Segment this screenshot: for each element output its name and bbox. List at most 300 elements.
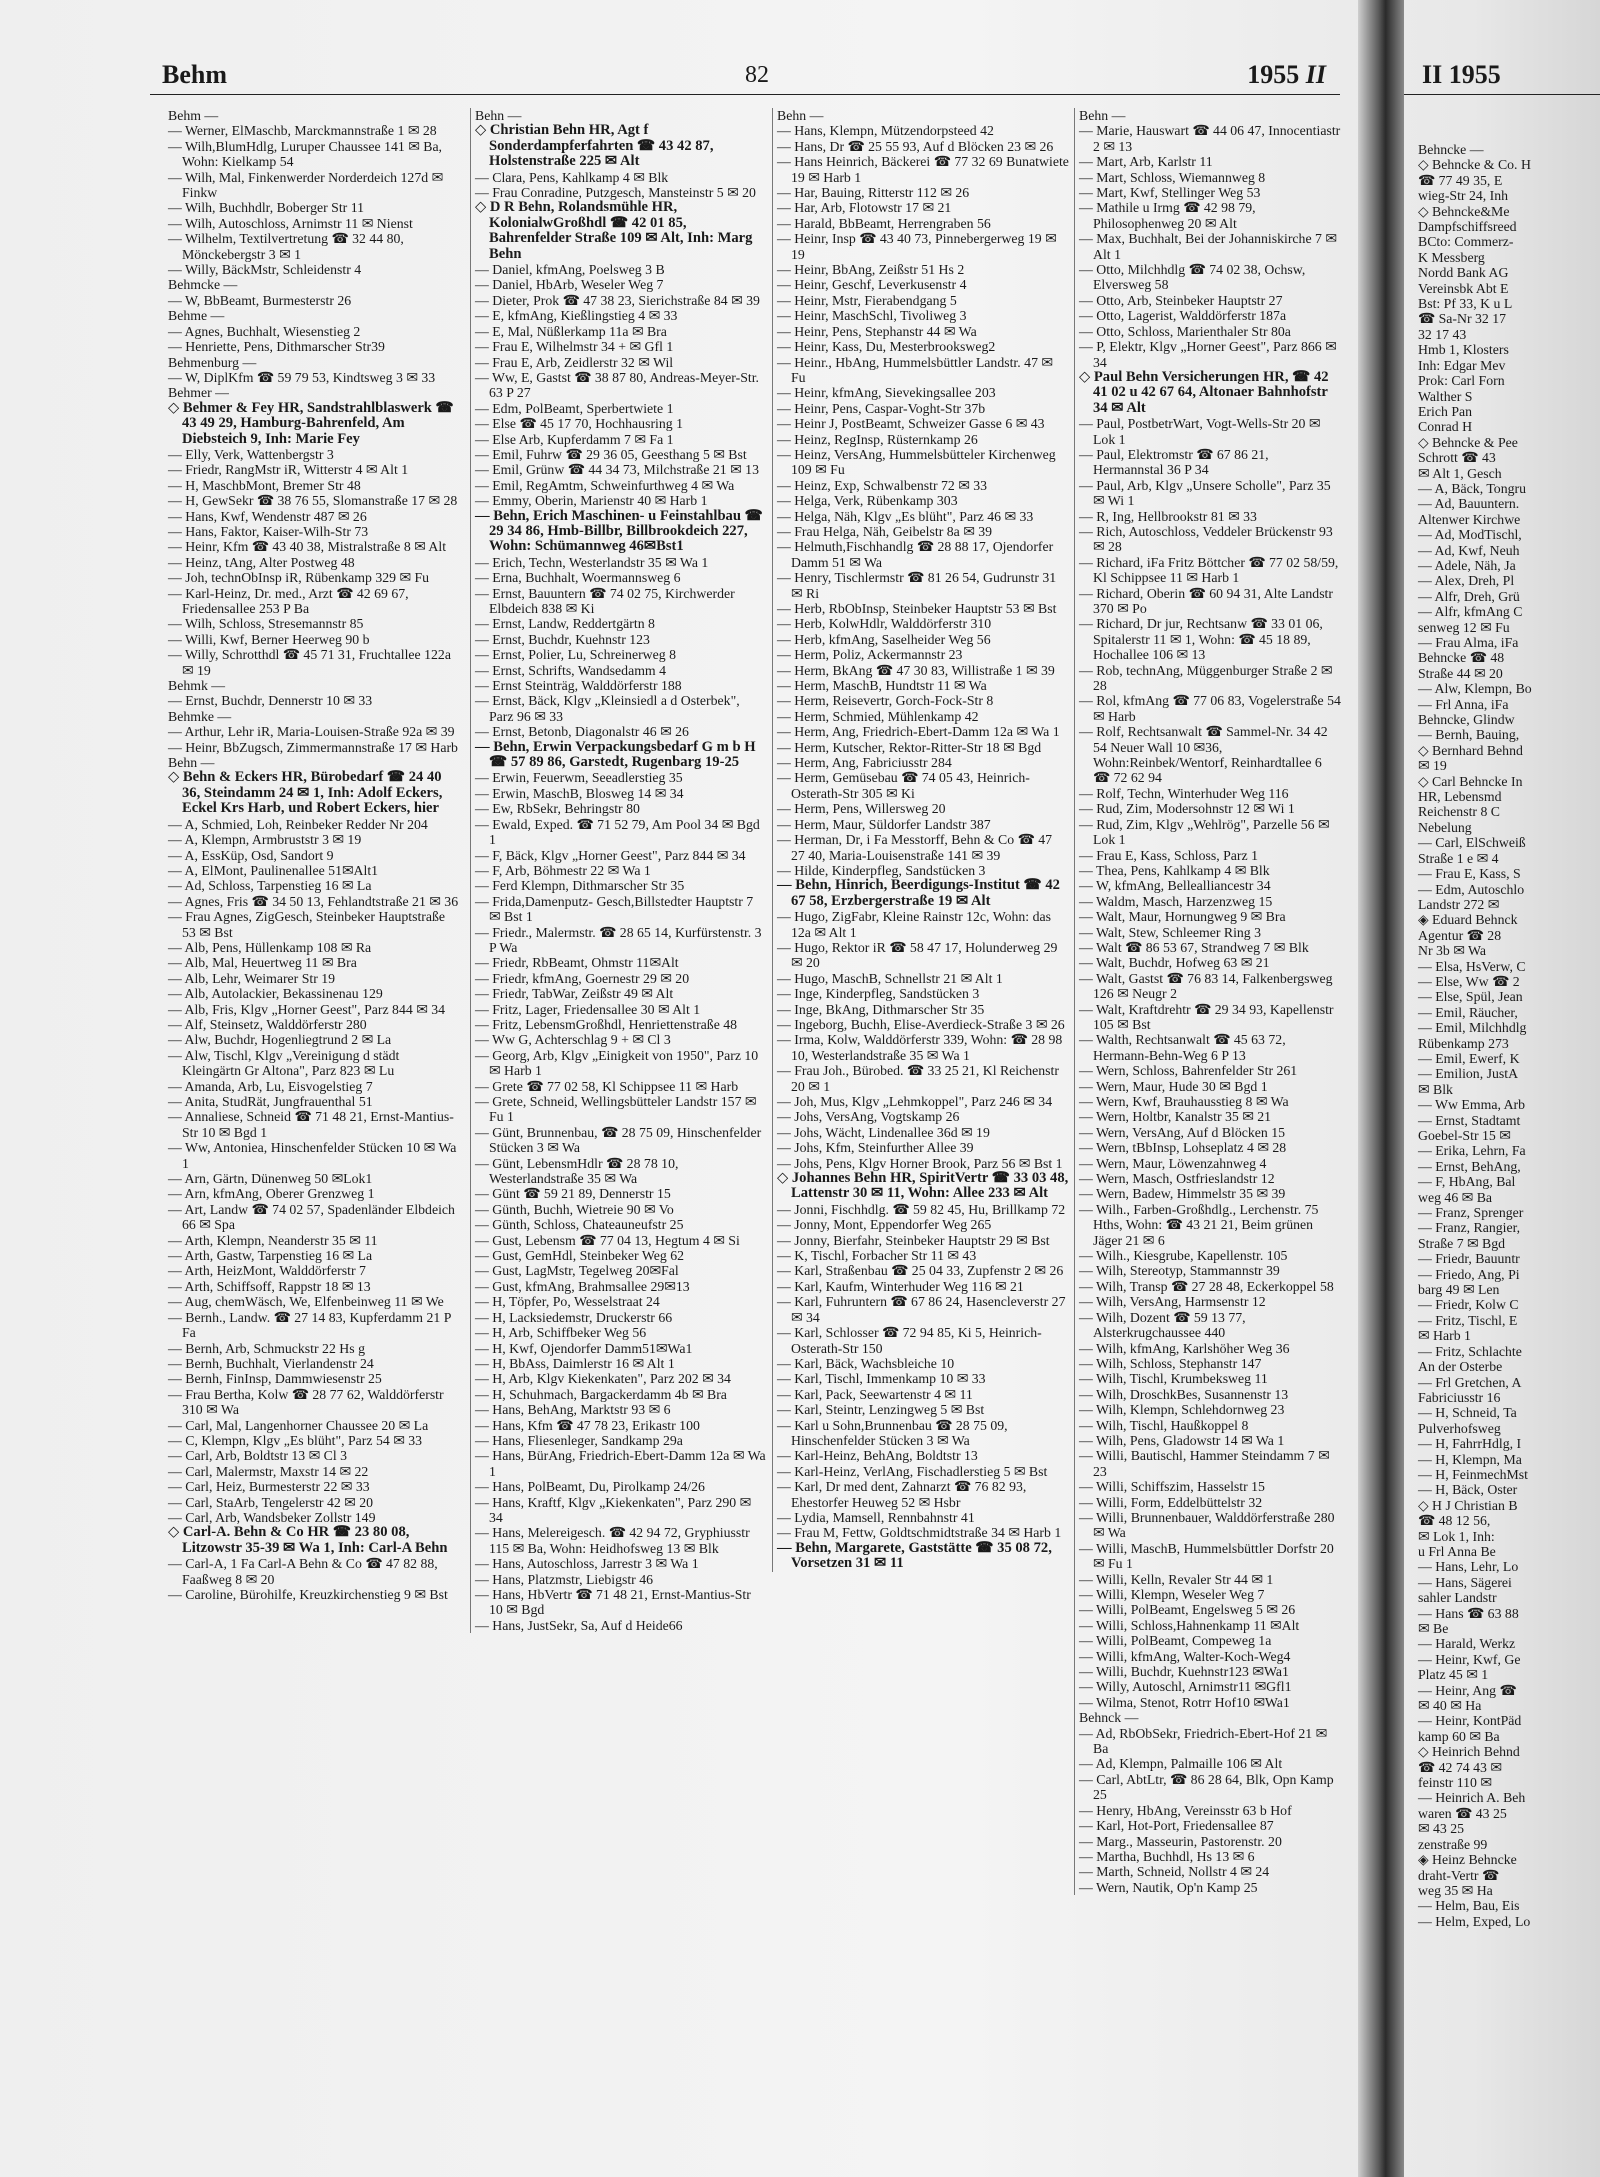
directory-entry: — Richard, Dr jur, Rechtsanw ☎ 33 01 06, Spitalerstr 11 ✉ 1, Wohn: ☎ 45 18 89, Hochallee 106 ✉ 13	[1079, 616, 1323, 663]
directory-entry: — Jonni, Fischhdlg. ☎ 59 82 45, Hu, Brillkamp 72	[777, 1201, 1066, 1217]
directory-entry: — Arn, Gärtn, Dünenweg 50 ✉Lok1	[168, 1171, 373, 1187]
directory-entry: — Wilh, Tischl, Haußkoppel 8	[1079, 1417, 1249, 1433]
directory-entry: — Carl, StaArb, Tengelerstr 42 ✉ 20	[168, 1494, 373, 1510]
directory-entry: — Hans, Fliesenleger, Sandkamp 29a	[475, 1432, 683, 1448]
directory-entry: — Rud, Zim, Klgv „Wehlrög", Parzelle 56 ✉ Lok 1	[1079, 816, 1330, 848]
directory-entry: ◇ Paul Behn Versicherungen HR, ☎ 42 41 02 u 42 67 64, Altonaer Bahnhofstr 34 ✉ Alt	[1079, 368, 1329, 416]
directory-entry: — Wilh, Schloss, Stresemannstr 85	[168, 616, 364, 632]
directory-entry: weg 35 ✉ Ha	[1418, 1882, 1493, 1898]
directory-entry: — Friedr, TabWar, Zeißstr 49 ✉ Alt	[475, 986, 674, 1002]
directory-entry: — Hugo, ZigFabr, Kleine Rainstr 12c, Wohn: das 12a ✉ Alt 1	[777, 909, 1051, 940]
directory-entry: — Johs, VersAng, Vogtskamp 26	[777, 1109, 960, 1125]
directory-entry: — Willi, Buchdr, Kuehnstr123 ✉Wa1	[1079, 1664, 1289, 1680]
directory-entry: — Karl-Heinz, Dr. med., Arzt ☎ 42 69 67, Friedensallee 253 P Ba	[168, 585, 409, 616]
directory-entry: — Wilh, Mal, Finkenwerder Norderdeich 127d ✉ Finkw	[168, 169, 444, 201]
directory-entry: — Otto, Milchhdlg ☎ 74 02 38, Ochsw, Elversweg 58	[1079, 262, 1306, 293]
directory-entry: — Heinz, Exp, Schwalbenstr 72 ✉ 33	[777, 477, 988, 493]
directory-entry: — Elsa, HsVerw, C	[1418, 958, 1526, 974]
directory-entry: u Frl Anna Be	[1418, 1543, 1496, 1559]
year: 1955	[1247, 60, 1300, 89]
directory-entry: — Arth, Klempn, Neanderstr 35 ✉ 11	[168, 1232, 378, 1248]
directory-entry: BCto: Commerz-	[1418, 234, 1514, 250]
directory-entry: ✉ Alt 1, Gesch	[1418, 465, 1502, 481]
directory-entry: ◇ Carl-A. Behn & Co HR ☎ 23 80 08, Litzowstr 35-39 ✉ Wa 1, Inh: Carl-A Behn	[168, 1524, 448, 1556]
directory-entry: — Mart, Kwf, Stellinger Weg 53	[1079, 185, 1261, 201]
directory-entry: — Emil, Grünw ☎ 44 34 73, Milchstraße 21 ✉ 13	[475, 462, 759, 478]
directory-entry: Behn —	[475, 108, 522, 123]
directory-entry: — Frau Agnes, ZigGesch, Steinbeker Hauptstraße 53 ✉ Bst	[168, 909, 446, 940]
directory-entry: — Wilh, Pens, Gladowstr 14 ✉ Wa 1	[1079, 1432, 1285, 1448]
directory-entry: — Bernh, FinInsp, Dammwiesenstr 25	[168, 1371, 382, 1387]
directory-entry: — Walt, Gastst ☎ 76 83 14, Falkenbergsweg 126 ✉ Neugr 2	[1079, 970, 1333, 1002]
directory-entry: — Harald, BbBeamt, Herrengraben 56	[777, 215, 991, 231]
directory-entry: — Alb, Mal, Heuertweg 11 ✉ Bra	[168, 955, 357, 971]
directory-entry: Erich Pan	[1418, 403, 1473, 419]
directory-entry: — Frl Anna, iFa	[1418, 696, 1509, 712]
directory-entry: — Willi, Schiffszim, Hasselstr 15	[1079, 1479, 1265, 1495]
directory-entry: — Alb, Pens, Hüllenkamp 108 ✉ Ra	[168, 939, 372, 955]
directory-entry: — Karl, Hot-Port, Friedensallee 87	[1079, 1818, 1274, 1834]
directory-entry: — Wilh, Schloss, Stephanstr 147	[1079, 1355, 1262, 1371]
directory-entry: — Heinr, Ang ☎	[1418, 1682, 1517, 1698]
directory-entry: — Ernst Steinträg, Walddörferstr 188	[475, 678, 682, 694]
directory-entry: — Frau E, Kass, S	[1418, 866, 1521, 882]
directory-entry: Behmk —	[168, 678, 226, 694]
directory-entry: — Bernh., Landw. ☎ 27 14 83, Kupferdamm 21 P Fa	[168, 1309, 451, 1341]
directory-entry: — Willi, Brunnenbauer, Walddörferstraße 280 ✉ Wa	[1079, 1509, 1335, 1541]
directory-entry: — Hans, Kraftf, Klgv „Kiekenkaten", Parz 290 ✉ 34	[475, 1494, 752, 1525]
directory-entry: ✉ 43 25	[1418, 1821, 1465, 1837]
directory-entry: — Günt ☎ 59 21 89, Dennerstr 15	[475, 1186, 671, 1202]
directory-entry: — Emil, Fuhrw ☎ 29 36 05, Geesthang 5 ✉ Bst	[475, 446, 747, 462]
directory-entry: — Paul, Elektromstr ☎ 67 86 21, Hermannstal 36 P 34	[1079, 446, 1269, 478]
directory-entry: — Ernst, BehAng,	[1418, 1158, 1521, 1174]
directory-entry: — Alf, Steinsetz, Walddörferstr 280	[168, 1016, 367, 1032]
directory-entry: — Heinr, Pens, Caspar-Voght-Str 37b	[777, 400, 986, 416]
directory-entry: — Wilhelm, Textilvertretung ☎ 32 44 80, Mönckebergstr 3 ✉ 1	[168, 231, 404, 262]
directory-entry: — Wilh, VersAng, Harmsenstr 12	[1079, 1294, 1266, 1310]
directory-entry: — Karl, Dr med dent, Zahnarzt ☎ 76 82 93, Ehestorfer Heuweg 52 ✉ Hsbr	[777, 1479, 1027, 1510]
directory-entry: — Wern, Masch, Ostfrieslandstr 12	[1079, 1171, 1275, 1187]
directory-entry: — Herm, Reisevertr, Gorch-Fock-Str 8	[777, 693, 994, 709]
directory-entry: — Friedr, Bauuntr	[1418, 1251, 1520, 1267]
directory-entry: — Walt, Buchdr, Hofweg 63 ✉ 21	[1079, 955, 1270, 971]
directory-entry: — Ww, Antoniea, Hinschenfelder Stücken 10 ✉ Wa 1	[168, 1140, 457, 1171]
directory-entry: — Gust, LagMstr, Tegelweg 20✉Fal	[475, 1263, 679, 1279]
directory-entry: — Edm, Autoschlo	[1418, 881, 1525, 897]
directory-entry: — H, Lacksiedemstr, Druckerstr 66	[475, 1309, 673, 1325]
directory-entry: — Alb, Lehr, Weimarer Str 19	[168, 970, 336, 986]
directory-entry: — Ww G, Achterschlag 9 + ✉ Cl 3	[475, 1032, 671, 1048]
directory-entry: Dampfschiffsreed	[1418, 219, 1517, 235]
directory-entry: — Alw, Buchdr, Hogenliegtrund 2 ✉ La	[168, 1032, 392, 1048]
directory-entry: ◇ Heinrich Behnd	[1418, 1744, 1520, 1760]
directory-entry: — Willi, Schloss,Hahnenkamp 11 ✉Alt	[1079, 1617, 1300, 1633]
directory-entry: — A, ElMont, Paulinenallee 51✉Alt1	[168, 862, 379, 878]
directory-entry: — Rud, Zim, Modersohnstr 12 ✉ Wi 1	[1079, 801, 1295, 817]
directory-entry: — Herman, Dr, i Fa Messtorff, Behn & Co ☎ 47 27 40, Maria-Louisenstraße 141 ✉ 39	[777, 832, 1053, 863]
directory-entry: — Wern, Badew, Himmelstr 35 ✉ 39	[1079, 1186, 1286, 1202]
directory-entry: Behmenburg —	[168, 354, 257, 370]
directory-entry: — Herm, Maur, Süldorfer Landstr 387	[777, 816, 991, 832]
directory-entry: — Georg, Arb, Klgv „Einigkeit von 1950", Parz 10 ✉ Harb 1	[475, 1047, 759, 1079]
directory-entry: sahler Landstr	[1418, 1590, 1497, 1606]
directory-entry: ◇ Carl Behncke In	[1418, 773, 1523, 789]
directory-entry: — Karl, Kaufm, Winterhuder Weg 116 ✉ 21	[777, 1278, 1024, 1294]
directory-entry: — Jonny, Mont, Eppendorfer Weg 265	[777, 1217, 992, 1233]
directory-entry: — Henry, HbAng, Vereinsstr 63 b Hof	[1079, 1802, 1292, 1818]
directory-entry: — Karl, Tischl, Immenkamp 10 ✉ 33	[777, 1371, 986, 1387]
directory-entry: — Heinr, BbZugsch, Zimmermannstraße 17 ✉ Harb	[168, 739, 458, 755]
directory-entry: — Günth, Buchh, Wietreie 90 ✉ Vo	[475, 1201, 674, 1217]
directory-entry: — Emil, Milchhdlg	[1418, 1020, 1527, 1036]
directory-entry: Reichenstr 8 C	[1418, 804, 1500, 820]
directory-entry: — Herm, Kutscher, Rektor-Ritter-Str 18 ✉ Bgd	[777, 739, 1042, 755]
directory-entry: — Behn, Erwin Verpackungsbedarf G m b H ☎ 57 89 86, Garstedt, Rugenbarg 19-25	[475, 738, 756, 771]
directory-entry: — Heinr J, PostBeamt, Schweizer Gasse 6 ✉ 43	[777, 416, 1045, 432]
directory-entry: — Heinr, Kwf, Ge	[1418, 1651, 1521, 1667]
directory-entry: — Wilh, Transp ☎ 27 28 48, Eckerkoppel 58	[1079, 1278, 1334, 1294]
directory-entry: — Grete ☎ 77 02 58, Kl Schippsee 11 ✉ Harb	[475, 1078, 739, 1094]
directory-entry: — Emil, Räucher,	[1418, 1004, 1518, 1020]
directory-entry: — Emmy, Oberin, Marienstr 40 ✉ Harb 1	[475, 493, 708, 509]
directory-entry: — Karl-Heinz, VerlAng, Fischadlerstieg 5 ✉ Bst	[777, 1463, 1048, 1479]
right-page	[1404, 60, 1600, 2170]
directory-entry: Nr 3b ✉ Wa	[1418, 943, 1487, 959]
directory-entry: — Frau E, Wilhelmstr 34 + ✉ Gfl 1	[475, 339, 674, 355]
directory-entry: — Wilh, Dozent ☎ 59 13 77, Alsterkrugchaussee 440	[1079, 1309, 1246, 1341]
directory-entry: — Else ☎ 45 17 70, Hochhausring 1	[475, 416, 684, 432]
directory-entry: — Willi, Bautischl, Hammer Steindamm 7 ✉ 23	[1079, 1448, 1330, 1479]
directory-entry: — Günt, Brunnenbau, ☎ 28 75 09, Hinschenfelder Stücken 3 ✉ Wa	[475, 1124, 762, 1156]
directory-entry: ✉ Blk	[1418, 1081, 1453, 1097]
directory-entry: — Arth, HeizMont, Walddörferstr 7	[168, 1263, 366, 1279]
directory-entry: — Helmuth,Fischhandlg ☎ 28 88 17, Ojendorfer Damm 51 ✉ Wa	[777, 539, 1054, 570]
directory-entry: — Walth, Rechtsanwalt ☎ 45 63 72, Hermann-Behn-Weg 6 P 13	[1079, 1032, 1286, 1063]
directory-entry: — Wern, Schloss, Bahrenfelder Str 261	[1079, 1063, 1298, 1079]
directory-entry: Landstr 272 ✉	[1418, 896, 1500, 912]
page-number: 82	[745, 62, 769, 88]
directory-entry: — Aug, chemWäsch, We, Elfenbeinweg 11 ✉ We	[168, 1294, 444, 1310]
directory-entry: Behncke —	[1418, 142, 1484, 157]
column-4	[1074, 108, 1341, 1895]
directory-entry: — Mart, Arb, Karlstr 11	[1079, 154, 1213, 170]
directory-entry: Platz 45 ✉ 1	[1418, 1667, 1489, 1683]
directory-entry: — A, Schmied, Loh, Reinbeker Redder Nr 204	[168, 816, 428, 832]
directory-entry: — Emil, RegAmtm, Schweinfurthweg 4 ✉ Wa	[475, 477, 735, 493]
directory-entry: — H, BbAss, Daimlerstr 16 ✉ Alt 1	[475, 1355, 675, 1371]
directory-entry: — Günt, LebensmHdlr ☎ 28 78 10, Westerlandstraße 35 ✉ Wa	[475, 1155, 679, 1187]
directory-entry: — W, kfmAng, Bellealliancestr 34	[1079, 878, 1271, 894]
directory-entry: — Hans, Faktor, Kaiser-Wilh-Str 73	[168, 523, 369, 539]
directory-entry: — Wilh, Tischl, Krumbeksweg 11	[1079, 1371, 1268, 1387]
directory-entry: — A, EssKüp, Osd, Sandort 9	[168, 847, 334, 863]
directory-entry: Nordd Bank AG	[1418, 265, 1509, 281]
directory-entry: — Helga, Näh, Klgv „Es blüht", Parz 46 ✉ 33	[777, 508, 1034, 524]
directory-entry: — Heinr, Kass, Du, Mesterbrooksweg2	[777, 339, 996, 355]
directory-entry: — Arth, Schiffsoff, Rappstr 18 ✉ 13	[168, 1278, 371, 1294]
directory-entry: — Else, Ww ☎ 2	[1418, 973, 1520, 989]
directory-entry: — Erwin, Feuerwm, Seeadlerstieg 35	[475, 770, 683, 786]
directory-entry: Hmb 1, Klosters	[1418, 342, 1509, 358]
directory-entry: ☎ 42 74 43 ✉	[1418, 1759, 1502, 1775]
directory-entry: — Ernst, Buchdr, Kuehnstr 123	[475, 631, 650, 647]
directory-entry: — Ernst, Bäck, Klgv „Kleinsiedl a d Osterbek", Parz 96 ✉ 33	[475, 693, 740, 724]
directory-entry: — Ingeborg, Buchh, Elise-Averdieck-Straße 3 ✉ 26	[777, 1016, 1065, 1032]
directory-entry: — Heinr, KontPäd	[1418, 1713, 1522, 1729]
directory-entry: — Herm, Ang, Fabriciusstr 284	[777, 755, 952, 771]
directory-entry: — H, Töpfer, Po, Wesselstraat 24	[475, 1294, 660, 1310]
directory-entry: Fabriciusstr 16	[1418, 1389, 1501, 1405]
directory-entry: — Wilh, kfmAng, Karlshöher Weg 36	[1079, 1340, 1290, 1356]
directory-entry: — Frau Bertha, Kolw ☎ 28 77 62, Walddörferstr 310 ✉ Wa	[168, 1386, 444, 1418]
directory-entry: — Henry, Tischlermstr ☎ 81 26 54, Gudrunstr 31 ✉ Ri	[777, 570, 1057, 601]
directory-entry: — E, kfmAng, Kießlingstieg 4 ✉ 33	[475, 308, 678, 324]
directory-entry: Agentur ☎ 28	[1418, 927, 1502, 943]
directory-entry: — Fritz, LebensmGroßhdl, Henriettenstraße 48	[475, 1016, 738, 1032]
directory-entry: ◇ D R Behn, Rolandsmühle HR, KolonialwGroßhdl ☎ 42 01 85, Bahrenfelder Straße 109 ✉ Alt, Inh: Marg Behn	[475, 199, 753, 262]
directory-entry: ◇ Behncke & Co. H	[1418, 157, 1531, 173]
directory-entry: — Erich, Techn, Westerlandstr 35 ✉ Wa 1	[475, 554, 709, 570]
directory-entry: ◇ Behmer & Fey HR, Sandstrahlblaswerk ☎ 43 49 29, Hamburg-Bahrenfeld, Am Diebsteich 9, Inh: Marie Fey	[168, 399, 454, 447]
directory-entry: — Rob, technAng, Müggenburger Straße 2 ✉ 28	[1079, 662, 1333, 694]
directory-entry: — Waldm, Masch, Harzenzweg 15	[1079, 893, 1273, 909]
directory-entry: — Wern, Kwf, Brauhausstieg 8 ✉ Wa	[1079, 1094, 1289, 1109]
directory-entry: Behn —	[777, 108, 824, 123]
directory-entry: — Arthur, Lehr iR, Maria-Louisen-Straße 92a ✉ 39	[168, 724, 455, 740]
directory-entry: — Heinrich A. Beh	[1418, 1790, 1526, 1806]
directory-entry: — Mathile u Irmg ☎ 42 98 79, Philosophenweg 20 ✉ Alt	[1079, 200, 1256, 231]
directory-entry: — Frau Alma, iFa	[1418, 635, 1519, 650]
directory-entry: — Werner, ElMaschb, Marckmannstraße 1 ✉ 28	[168, 123, 437, 139]
directory-entry: — Karl u Sohn,Brunnenbau ☎ 28 75 09, Hinschenfelder Stücken 3 ✉ Wa	[777, 1417, 1008, 1448]
directory-entry: — H, MaschbMont, Bremer Str 48	[168, 477, 361, 493]
directory-entry: — Walt, Kraftdrehtr ☎ 29 34 93, Kapellenstr 105 ✉ Bst	[1079, 1001, 1334, 1032]
directory-entry: Altenwer Kirchwe	[1418, 511, 1521, 527]
directory-entry: — R, Ing, Hellbrookstr 81 ✉ 33	[1079, 508, 1257, 524]
directory-entry: senweg 12 ✉ Fu	[1418, 619, 1510, 635]
column-2	[470, 108, 767, 1633]
directory-entry: — Hans, BehAng, Marktstr 93 ✉ 6	[475, 1402, 671, 1418]
directory-entry: — Arn, kfmAng, Oberer Grenzweg 1	[168, 1186, 375, 1202]
directory-entry: — Alex, Dreh, Pl	[1418, 573, 1515, 589]
directory-entry: — Heinz, RegInsp, Rüsternkamp 26	[777, 431, 978, 447]
directory-entry: — Helm, Exped, Lo	[1418, 1913, 1531, 1929]
directory-entry: — Bernh, Buchhalt, Vierlandenstr 24	[168, 1355, 374, 1371]
directory-entry: — Frau M, Fettw, Goldtschmidtstraße 34 ✉ Harb 1	[777, 1525, 1062, 1541]
directory-entry: — H, Arb, Klgv Kiekenkaten", Parz 202 ✉ 34	[475, 1371, 731, 1387]
directory-entry: — Ernst, Stadtamt	[1418, 1112, 1521, 1128]
directory-entry: — Behn, Margarete, Gaststätte ☎ 35 08 72, Vorsetzen 31 ✉ 11	[777, 1539, 1052, 1572]
right-page-column	[1418, 142, 1600, 1929]
directory-entry: — Har, Bauing, Ritterstr 112 ✉ 26	[777, 185, 970, 201]
directory-entry: draht-Vertr ☎	[1418, 1867, 1500, 1883]
directory-entry: ☎ Sa-Nr 32 17	[1418, 311, 1507, 327]
directory-entry: — Herm, BkAng ☎ 47 30 83, Willistraße 1 ✉ 39	[777, 662, 1055, 678]
directory-entry: Bst: Pf 33, K u L	[1418, 296, 1513, 312]
directory-entry: — Fritz, Lager, Friedensallee 30 ✉ Alt 1	[475, 1001, 701, 1017]
directory-entry: — Wilh, Klempn, Schlehdornweg 23	[1079, 1402, 1285, 1418]
directory-entry: — Heinr, kfmAng, Sievekingsallee 203	[777, 385, 996, 401]
directory-entry: Pulverhofsweg	[1418, 1420, 1501, 1436]
directory-entry: ◇ Johannes Behn HR, SpiritVertr ☎ 33 03 48, Lattenstr 30 ✉ 11, Wohn: Allee 233 ✉ Alt	[777, 1170, 1069, 1202]
directory-entry: — Friedr, Kolw C	[1418, 1297, 1519, 1313]
directory-entry: — Heinz, tAng, Alter Postweg 48	[168, 554, 355, 570]
directory-entry: — Johs, Wächt, Lindenallee 36d ✉ 19	[777, 1124, 990, 1140]
directory-entry: — Dieter, Prok ☎ 47 38 23, Sierichstraße 84 ✉ 39	[475, 292, 760, 308]
directory-entry: — Frau E, Arb, Zeidlerstr 32 ✉ Wil	[475, 354, 674, 370]
directory-entry: — A, Klempn, Armbruststr 3 ✉ 19	[168, 832, 362, 848]
year-volume	[1247, 60, 1326, 90]
directory-entry: — Hans, Platzmstr, Liebigstr 46	[475, 1571, 654, 1587]
directory-entry: — Rolf, Techn, Winterhuder Weg 116	[1079, 785, 1289, 801]
directory-entry: — Heinr, BbAng, Zeißstr 51 Hs 2	[777, 262, 965, 278]
directory-entry: — Erwin, MaschB, Blosweg 14 ✉ 34	[475, 785, 684, 801]
directory-entry: ✉ Lok 1, Inh:	[1418, 1528, 1495, 1544]
directory-entry: Behme —	[168, 308, 225, 324]
directory-entry: — Otto, Lagerist, Walddörferstr 187a	[1079, 308, 1287, 324]
directory-entry: — Walt, Maur, Hornungweg 9 ✉ Bra	[1079, 909, 1286, 925]
directory-entry: K Messberg	[1418, 249, 1485, 265]
directory-entry: Behm —	[168, 108, 219, 123]
directory-entry: — Frl Gretchen, A	[1418, 1374, 1522, 1390]
directory-entry: ✉ Harb 1	[1418, 1328, 1471, 1344]
directory-entry: — Grete, Schneid, Wellingsbütteler Landstr 157 ✉ Fu 1	[475, 1094, 757, 1125]
directory-entry: — Emilion, JustA	[1418, 1066, 1519, 1082]
directory-entry: — Alfr, kfmAng C	[1418, 604, 1523, 620]
directory-entry: — Heinr, Geschf, Leverkusenstr 4	[777, 277, 967, 293]
directory-entry: — Emil, Ewerf, K	[1418, 1050, 1520, 1066]
directory-entry: Walther S	[1418, 388, 1473, 404]
directory-entry: — Joh, Mus, Klgv „Lehmkoppel", Parz 246 ✉ 34	[777, 1094, 1053, 1109]
directory-entry: — Wilh, DroschkBes, Susannenstr 13	[1079, 1386, 1289, 1402]
directory-entry: — F, Arb, Böhmestr 22 ✉ Wa 1	[475, 862, 651, 878]
left-page	[150, 60, 1340, 2170]
directory-entry: — Ad, Kwf, Neuh	[1418, 542, 1520, 558]
directory-entry: — Ad, ModTischl,	[1418, 527, 1522, 543]
directory-entry: — Else, Spül, Jean	[1418, 989, 1523, 1005]
directory-entry: — Marth, Schneid, Nollstr 4 ✉ 24	[1079, 1864, 1270, 1880]
directory-entry: — Marg., Masseurin, Pastorenstr. 20	[1079, 1833, 1282, 1849]
directory-entry: — P, Elektr, Klgv „Horner Geest", Parz 866 ✉ 34	[1079, 339, 1337, 370]
directory-entry: — A, Bäck, Tongru	[1418, 480, 1526, 496]
directory-entry: — Herb, RbObInsp, Steinbeker Hauptstr 53 ✉ Bst	[777, 601, 1057, 616]
directory-entry: — Frau E, Kass, Schloss, Parz 1	[1079, 847, 1258, 863]
directory-entry: — H, Bäck, Oster	[1418, 1482, 1518, 1498]
directory-entry: — Mart, Schloss, Wiemannweg 8	[1079, 169, 1266, 185]
directory-entry: — Friedr, RangMstr iR, Witterstr 4 ✉ Alt 1	[168, 462, 409, 478]
directory-entry: — Hans, PolBeamt, Du, Pirolkamp 24/26	[475, 1479, 705, 1495]
directory-entry: — Else Arb, Kupferdamm 7 ✉ Fa 1	[475, 431, 674, 447]
directory-entry: — Hugo, Rektor iR ☎ 58 47 17, Holunderweg 29 ✉ 20	[777, 939, 1058, 971]
running-head: Behm	[162, 60, 227, 89]
directory-entry: — Ernst, Polier, Lu, Schreinerweg 8	[475, 647, 676, 663]
directory-entry: Nebelung	[1418, 819, 1472, 835]
directory-entry: — Carl, ElSchweiß	[1418, 835, 1526, 851]
directory-entry: — Ad, Bauuntern.	[1418, 496, 1520, 512]
directory-entry: — Franz, Rangier,	[1418, 1220, 1521, 1236]
column-3	[772, 108, 1069, 1572]
directory-entry: — Friedr., Malermstr. ☎ 28 65 14, Kurfürstenstr. 3 P Wa	[475, 924, 762, 955]
directory-entry: — Karl, Pack, Seewartenstr 4 ✉ 11	[777, 1386, 973, 1402]
directory-entry: — Hans, JustSekr, Sa, Auf d Heide66	[475, 1617, 683, 1633]
directory-entry: zenstraße 99	[1418, 1836, 1488, 1852]
directory-entry: — W, BbBeamt, Burmesterstr 26	[168, 292, 352, 308]
right-page-header: II 1955	[1404, 60, 1600, 95]
directory-entry: — Herm, Gemüsebau ☎ 74 05 43, Heinrich-Osterath-Str 305 ✉ Ki	[777, 770, 1030, 801]
directory-entry: — Rolf, Rechtsanwalt ☎ Sammel-Nr. 34 42 54 Neuer Wall 10 ✉36, Wohn:Reinbek/Wentorf, Reinhardtallee 6 ☎ 72 62 94	[1079, 724, 1328, 786]
directory-entry: — Günth, Schloss, Chateaunеufstr 25	[475, 1217, 684, 1233]
directory-entry: — Hans, Kwf, Wendenstr 487 ✉ 26	[168, 508, 367, 524]
directory-entry: — Heinr, Kfm ☎ 43 40 38, Mistralstraße 8 ✉ Alt	[168, 539, 447, 555]
directory-entry: — Clara, Pens, Kahlkamp 4 ✉ Blk	[475, 169, 669, 185]
directory-entry: — Edm, PolBeamt, Sperbertwiete 1	[475, 400, 674, 416]
directory-entry: — W, DiplKfm ☎ 59 79 53, Kindtsweg 3 ✉ 33	[168, 369, 436, 385]
directory-entry: — Ad, Klempn, Palmaille 106 ✉ Alt	[1079, 1756, 1283, 1772]
directory-entry: ☎ 77 49 35, E	[1418, 172, 1503, 188]
directory-entry: ◇ Behncke & Pee	[1418, 434, 1518, 450]
directory-entry: Schrott ☎ 43	[1418, 450, 1496, 466]
directory-entry: HR, Lebensmd	[1418, 789, 1502, 805]
directory-entry: — Ew, RbSekr, Behringstr 80	[475, 801, 640, 817]
directory-entry: — Karl-Heinz, BehAng, Boldtstr 13	[777, 1448, 978, 1464]
directory-entry: — Daniel, HbArb, Weseler Weg 7	[475, 277, 664, 293]
directory-entry: Behncke, Glindw	[1418, 712, 1515, 728]
directory-entry: — Paul, Arb, Klgv „Unsere Scholle", Parz 35 ✉ Wi 1	[1079, 477, 1331, 509]
directory-entry: — Arth, Gastw, Tarpenstieg 16 ✉ La	[168, 1248, 373, 1264]
directory-entry: — Willi, Kelln, Revaler Str 44 ✉ 1	[1079, 1571, 1274, 1587]
column-1	[168, 108, 460, 1602]
directory-entry: — Elly, Verk, Wattenbergstr 3	[168, 446, 334, 462]
directory-entry: — Annaliese, Schneid ☎ 71 48 21, Ernst-Mantius-Str 10 ✉ Bgd 1	[168, 1109, 454, 1140]
directory-entry: — Inge, BkAng, Dithmarscher Str 35	[777, 1001, 985, 1017]
directory-entry: — Willi, Klempn, Weseler Weg 7	[1079, 1587, 1265, 1602]
directory-entry: — Max, Buchhalt, Bei der Johanniskirche 7 ✉ Alt 1	[1079, 231, 1337, 262]
directory-entry: — Gust, Lebensm ☎ 77 04 13, Hegtum 4 ✉ Si	[475, 1232, 740, 1248]
directory-entry: — H, FahrrHdlg, I	[1418, 1436, 1522, 1452]
directory-entry: — Walt ☎ 86 53 67, Strandweg 7 ✉ Blk	[1079, 939, 1309, 955]
directory-entry: — Carl, Malermstr, Maxstr 14 ✉ 22	[168, 1463, 369, 1479]
directory-entry: — Wern, Maur, Löwenzahnweg 4	[1079, 1155, 1267, 1171]
directory-entry: ◇ Bernhard Behnd	[1418, 742, 1523, 758]
directory-entry: — Daniel, kfmAng, Poelsweg 3 B	[475, 262, 665, 278]
directory-entry: — E, Mal, Nüßlerkamp 11a ✉ Bra	[475, 323, 667, 339]
directory-entry: — Ernst, Schrifts, Wandsedamm 4	[475, 662, 667, 678]
directory-entry: — Heinr, Pens, Stephanstr 44 ✉ Wa	[777, 323, 977, 339]
directory-entry: — Herm, Ang, Friedrich-Ebert-Damm 12a ✉ Wa 1	[777, 724, 1060, 740]
directory-entry: — Karl, Straßenbau ☎ 25 04 33, Zupfenstr 2 ✉ 26	[777, 1263, 1064, 1279]
directory-entry: — Wilma, Stenot, Rotrr Hof10 ✉Wa1	[1079, 1694, 1290, 1710]
directory-entry: — Har, Arb, Flotowstr 17 ✉ 21	[777, 200, 952, 216]
directory-entry: ◇ Behn & Eckers HR, Bürobedarf ☎ 24 40 36, Steindamm 24 ✉ 1, Inh: Adolf Eckers, Eckel Krs Harb, und Robert Eckers, hier	[168, 769, 443, 817]
directory-entry: — Wilh,BlumHdlg, Luruper Chaussee 141 ✉ Ba, Wohn: Kielkamp 54	[168, 138, 443, 170]
directory-entry: — Wilh, Autoschloss, Arnimstr 11 ✉ Nienst	[168, 215, 413, 231]
directory-entry: — Hans, Dr ☎ 25 55 93, Auf d Blöcken 23 ✉ 26	[777, 138, 1054, 154]
directory-entry: — Wern, Maur, Hude 30 ✉ Bgd 1	[1079, 1078, 1268, 1094]
directory-entry: — Ernst, Buchdr, Dennerstr 10 ✉ 33	[168, 693, 373, 709]
directory-entry: — Frida,Damenputz- Gesch,Billstedter Hauptstr 7 ✉ Bst 1	[475, 893, 754, 925]
directory-entry: — Heinz, VersAng, Hummelsbütteler Kirchenweg 109 ✉ Fu	[777, 446, 1056, 478]
directory-entry: Inh: Edgar Mev	[1418, 357, 1506, 373]
directory-entry: — Hans, Melereigesch. ☎ 42 94 72, Gryphiusstr 115 ✉ Ba, Wohn: Heidhofsweg 13 ✉ Blk	[475, 1525, 750, 1556]
directory-entry: — F, HbAng, Bal	[1418, 1174, 1516, 1190]
directory-entry: Vereinsbk Abt E	[1418, 280, 1509, 296]
directory-entry: — Herm, Poliz, Ackermannstr 23	[777, 647, 963, 663]
directory-entry: — Behn, Erich Maschinen- u Feinstahlbau ☎ 29 34 86, Hmb-Billbr, Billbrookdeich 227, Wohn: Schümannweg 46✉Bst1	[475, 507, 763, 555]
directory-entry: kamp 60 ✉ Ba	[1418, 1728, 1500, 1744]
directory-entry: — Herm, MaschB, Hundtstr 11 ✉ Wa	[777, 678, 987, 694]
directory-entry: — Willi, PolBeamt, Engelsweg 5 ✉ 26	[1079, 1602, 1296, 1618]
